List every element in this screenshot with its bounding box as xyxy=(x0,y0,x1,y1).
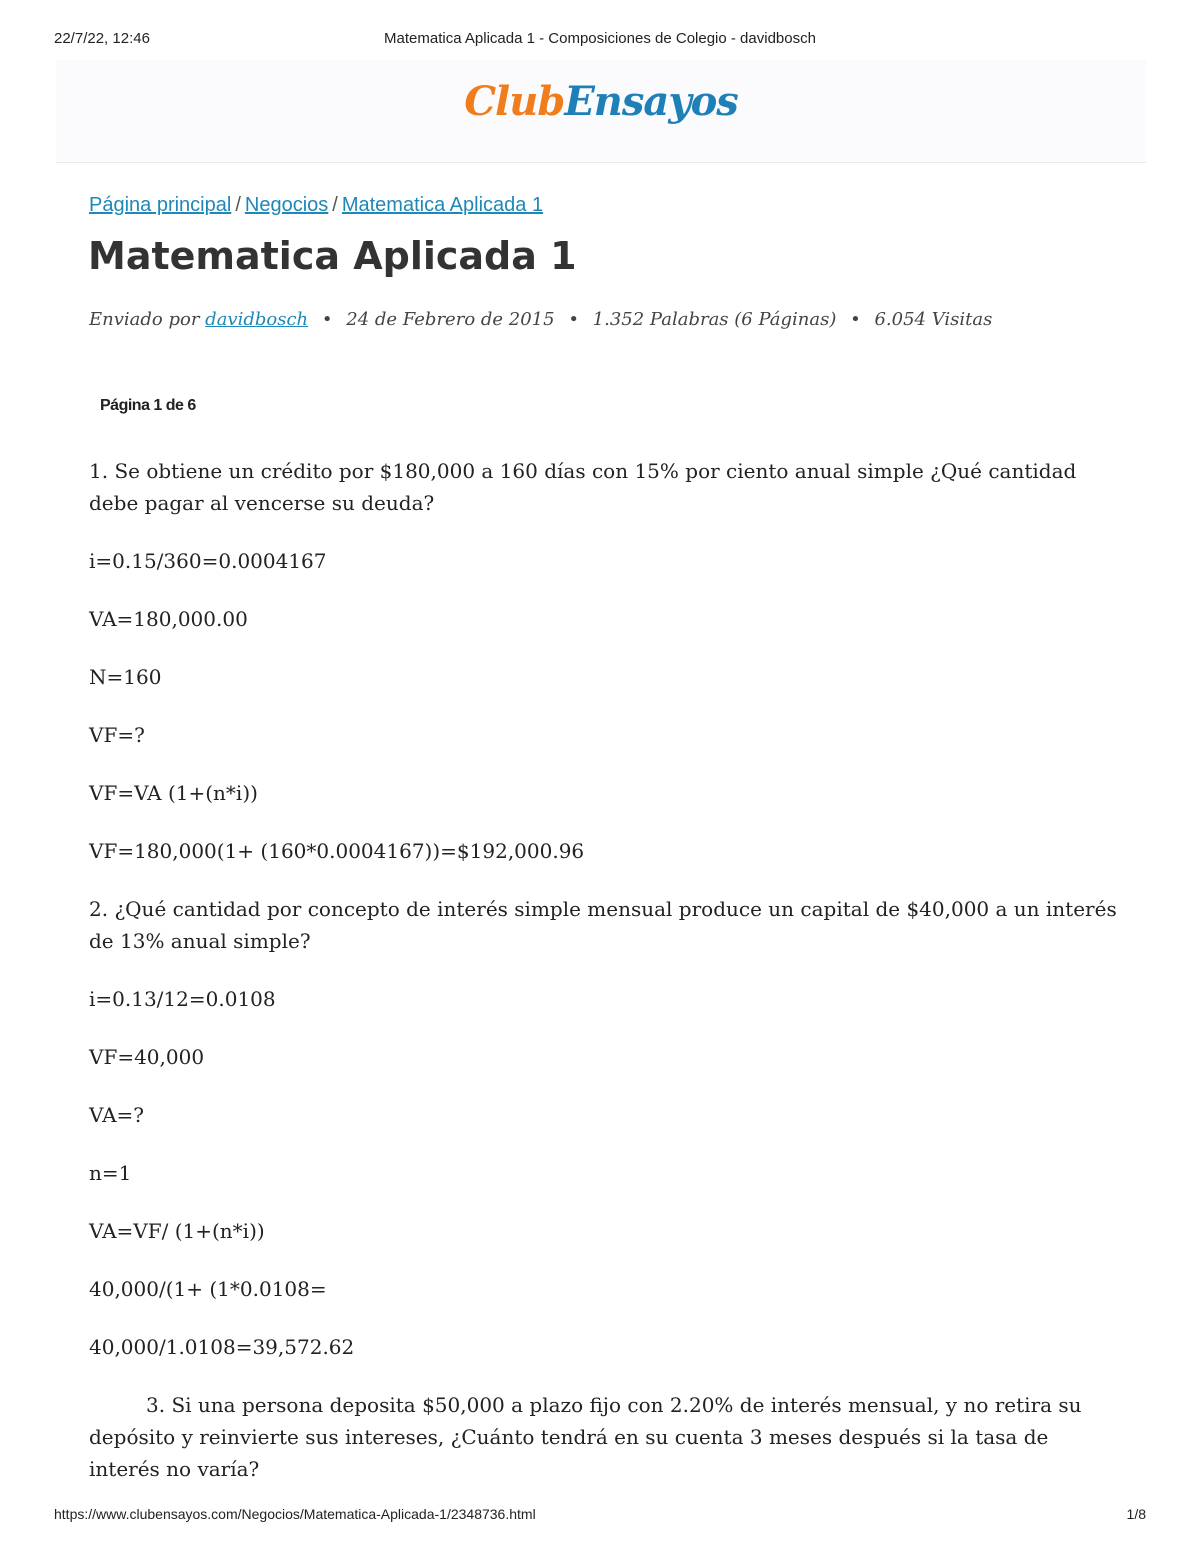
breadcrumb-home-link[interactable]: Página principal xyxy=(89,194,232,216)
clubensayos-logo[interactable] xyxy=(56,78,1146,125)
content-line: 40,000/(1+ (1*0.0108= xyxy=(89,1277,327,1301)
content-line: VF=40,000 xyxy=(89,1045,205,1069)
content-line: VA=? xyxy=(89,1103,145,1127)
meta-bullet: • xyxy=(321,309,333,330)
page-title: Matematica Aplicada 1 xyxy=(88,234,577,278)
question-2: 2. ¿Qué cantidad por concepto de interés simple mensual produce un capital de $40,000 a un interés de 13% anual simple? xyxy=(89,897,1117,953)
print-url: https://www.clubensayos.com/Negocios/Matematica-Aplicada-1/2348736.html xyxy=(54,1506,536,1522)
print-header xyxy=(54,30,1146,50)
question-3: 3. Si una persona deposita $50,000 a plazo fijo con 2.20% de interés mensual, y no retira su depósito y reinvierte sus intereses, ¿Cuánto tendrá en su cuenta 3 meses después si la tasa de interés no varía? xyxy=(89,1393,1082,1481)
author-link[interactable]: davidbosch xyxy=(205,309,309,330)
logo-part-ensayos: Ensayos xyxy=(564,78,738,125)
document-meta xyxy=(89,309,992,330)
content-line: VA=VF/ (1+(n*i)) xyxy=(89,1219,265,1243)
page-count: Página 1 de 6 xyxy=(100,397,196,414)
breadcrumb-current-link[interactable]: Matematica Aplicada 1 xyxy=(341,194,544,216)
breadcrumb xyxy=(89,194,543,217)
content-line: N=160 xyxy=(89,665,162,689)
print-title: Matematica Aplicada 1 - Composiciones de Colegio - davidbosch xyxy=(384,30,816,47)
breadcrumb-category-link[interactable]: Negocios xyxy=(244,194,329,216)
print-date: 22/7/22, 12:46 xyxy=(54,30,150,47)
breadcrumb-separator: / xyxy=(332,194,338,216)
content-line: VF=180,000(1+ (160*0.0004167))=$192,000.96 xyxy=(89,839,585,863)
meta-sent-by: Enviado por xyxy=(89,309,200,330)
meta-bullet: • xyxy=(850,309,861,330)
site-header xyxy=(56,60,1146,163)
meta-words: 1.352 Palabras (6 Páginas) xyxy=(592,309,837,330)
content-line: i=0.13/12=0.0108 xyxy=(89,987,276,1011)
meta-visits: 6.054 Visitas xyxy=(874,309,993,330)
essay-content xyxy=(89,455,1119,1511)
logo-part-club: Club xyxy=(464,78,565,125)
print-footer xyxy=(54,1506,1146,1526)
meta-bullet: • xyxy=(568,309,579,330)
question-1: 1. Se obtiene un crédito por $180,000 a 160 días con 15% por ciento anual simple ¿Qué cantidad debe pagar al vencerse su deuda? xyxy=(89,459,1077,515)
content-line: 40,000/1.0108=39,572.62 xyxy=(89,1335,355,1359)
content-line: VF=VA (1+(n*i)) xyxy=(89,781,258,805)
content-line: VF=? xyxy=(89,723,145,747)
meta-date: 24 de Febrero de 2015 xyxy=(346,309,555,330)
print-page-number: 1/8 xyxy=(1126,1506,1146,1522)
content-line: n=1 xyxy=(89,1161,132,1185)
content-line: i=0.15/360=0.0004167 xyxy=(89,549,327,573)
content-line: VA=180,000.00 xyxy=(89,607,248,631)
breadcrumb-separator: / xyxy=(235,194,241,216)
